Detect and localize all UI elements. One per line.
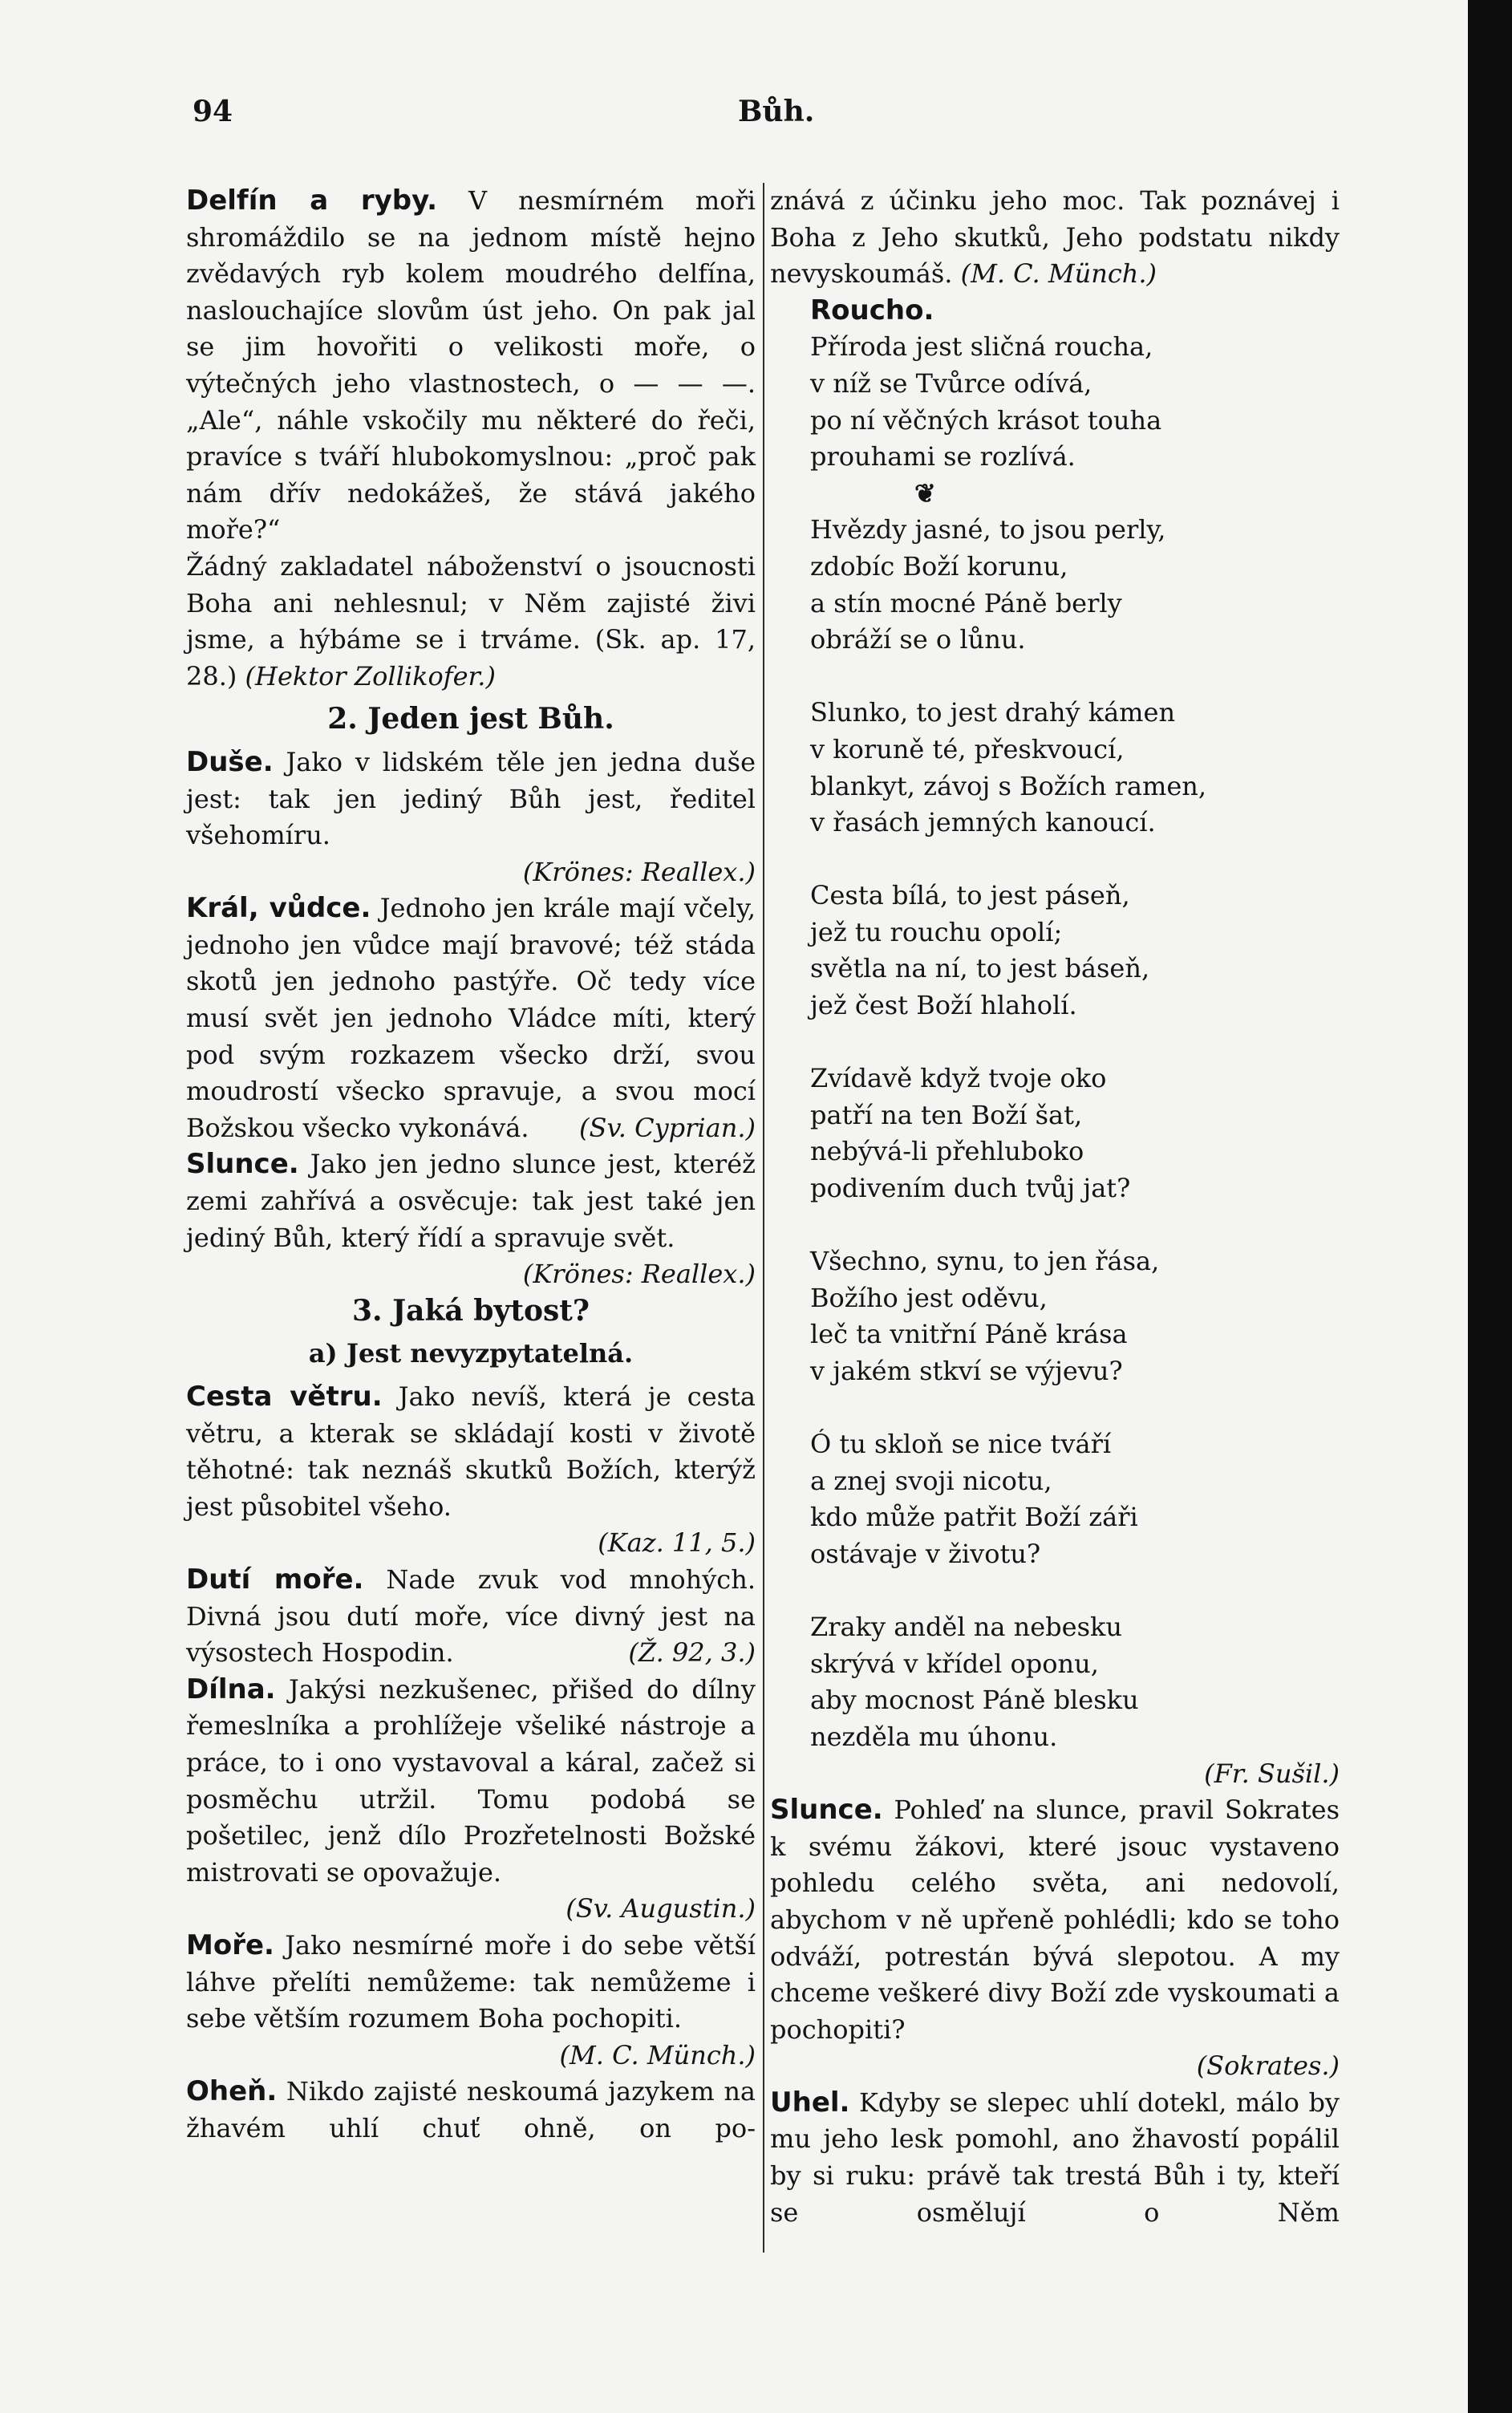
paragraph-text: Pohleď na slunce, pravil Sokrates k svému žákovi, které jsouc vystaveno pohledu celého světa, ani nedovolí, abychom v ně upřeně pohlédli; kdo se toho odváží, potrestán bývá slepotou. A my chceme veškeré divy Boží zde vyskoumati a pochopiti? <box>770 1795 1340 2045</box>
poem-stanza <box>770 695 1340 841</box>
poem-line: obráží se o lůnu. <box>810 624 1026 655</box>
paragraph-dilna <box>186 1672 756 1892</box>
poem-line: v koruně té, přeskvoucí, <box>810 733 1125 764</box>
page-header <box>193 95 1324 135</box>
paragraph-text: Jako v lidském těle jen jedna duše jest: tak jen jediný Bůh jest, ředitel všehomíru. <box>186 746 756 851</box>
scan-dark-edge <box>1468 0 1512 2413</box>
source-ref: (Fr. Sušil.) <box>1204 1758 1340 1789</box>
paragraph-text: Jako nevíš, která je cesta větru, a kterak se skládají kosti v životě těhotné: tak neznáš skutků Božích, kterýž jest působitel všeho. <box>186 1381 756 1522</box>
source-ref: (Krönes: Reallex.) <box>522 856 756 887</box>
source-ref: (Sv. Cyprian.) <box>579 1112 756 1143</box>
paragraph-duti-more <box>186 1562 756 1672</box>
ornament: ❦ <box>914 477 936 509</box>
poem-line: Ó tu skloň se nice tváří <box>810 1429 1112 1460</box>
keyword: Moře. <box>186 1928 274 1961</box>
poem-stanza <box>770 1426 1340 1572</box>
poem-line: patří na ten Boží šat, <box>810 1099 1083 1130</box>
right-column <box>770 183 1340 2268</box>
source-ref: (Hektor Zollikofer.) <box>245 660 496 691</box>
poem-line: leč ta vnitřní Páně krása <box>810 1319 1128 1350</box>
paragraph-text: Jednoho jen krále mají včely, jednoho jen vůdce mají bravové; též stáda skotů jen jednoho pastýře. Oč tedy více musí svět jen jednoho Vládce míti, který pod svým rozkazem všecko drží, svou moudrostí všecko spravuje, a svou mocí Božskou všecko vykonává. <box>186 893 756 1143</box>
paragraph-text: Kdyby se slepec uhlí dotekl, málo by mu jeho lesk pomohl, ano žhavostí popálil by si ruku: právě tak trestá Bůh i ty, kteří se osmělují o Něm <box>770 2087 1340 2228</box>
source-ref: (Sv. Augustin.) <box>565 1893 756 1924</box>
subsection-heading: a) Jest nevyzpytatelná. <box>308 1338 634 1369</box>
keyword: Dutí moře. <box>186 1563 364 1596</box>
paragraph-text: znává z účinku jeho moc. Tak poznávej i Boha z Jeho skutků, Jeho podstatu nikdy nevyskoumáš. <box>770 185 1340 290</box>
poem-line: zdobíc Boží korunu, <box>810 550 1068 582</box>
paragraph-text: Nikdo zajisté neskoumá jazykem na žhavém uhlí chuť ohně, on po- <box>186 2076 756 2143</box>
source-ref: (Kaz. 11, 5.) <box>598 1527 756 1559</box>
column-divider <box>763 183 764 2253</box>
poem-line: blankyt, závoj s Božích ramen, <box>810 770 1207 801</box>
poem-line: Zraky anděl na nebesku <box>810 1612 1123 1643</box>
poem-line: a stín mocné Páně berly <box>810 587 1122 618</box>
source-ref: (Krönes: Reallex.) <box>522 1259 756 1290</box>
keyword: Duše. <box>186 745 274 778</box>
paragraph-text: Jako nesmírné moře i do sebe větší láhve přelíti nemůžeme: tak nemůžeme i sebe větším rozumem Boha pochopiti. <box>186 1929 756 2034</box>
paragraph-kral <box>186 890 756 1146</box>
paragraph-more <box>186 1928 756 2070</box>
poem-stanza <box>770 878 1340 1024</box>
poem-line: v níž se Tvůrce odívá, <box>810 367 1092 399</box>
poem-line: Slunko, to jest drahý kámen <box>810 697 1176 728</box>
running-head: Bůh. <box>738 95 815 128</box>
source-ref: (M. C. Münch.) <box>559 2039 756 2070</box>
keyword: Uhel. <box>770 2086 850 2119</box>
paragraph-uhel <box>770 2085 1340 2268</box>
poem-line: jež čest Boží hlaholí. <box>810 990 1077 1021</box>
keyword: Cesta větru. <box>186 1381 383 1413</box>
section-heading: 2. Jeden jest Bůh. <box>327 702 614 736</box>
page-number: 94 <box>193 95 233 128</box>
paragraph-ohen <box>186 2074 756 2184</box>
poem-stanza <box>770 512 1340 658</box>
poem-line: jež tu rouchu opolí; <box>810 916 1063 947</box>
poem-stanza <box>770 1609 1340 1755</box>
poem-line: a znej svoji nicotu, <box>810 1465 1052 1496</box>
poem-line: v jakém stkví se výjevu? <box>810 1356 1123 1386</box>
poem-line: skrývá v křídel oponu, <box>810 1648 1099 1679</box>
paragraph-text: Žádný zakladatel náboženství o jsoucnosti Boha ani nehlesnul; v Něm zajisté živi jsme, a hýbáme se i trváme. (Sk. ap. 17, 28.) <box>186 550 756 691</box>
paragraph-text: V nesmírném moři shromáždilo se na jednom místě hejno zvědavých ryb kolem moudrého delfína, naslouchajíce slovům úst jeho. On pak jal se jim hovořiti o velikosti moře, o výtečných jeho vlastnostech, o — — —. „Ale“, náhle vskočily mu některé do řeči, pravíce s tváří hlubokomyslnou: „proč pak nám dřív nedokážeš, že stává jakého moře?“ <box>186 185 756 545</box>
poem-line: v řasách jemných kanoucí. <box>810 807 1156 838</box>
poem-line: Božího jest oděvu, <box>810 1282 1048 1313</box>
poem-line: Příroda jest sličná roucha, <box>810 331 1153 363</box>
paragraph-text: Nade zvuk vod mnohých. Divná jsou dutí moře, více divný jest na výsostech Hospodin. <box>186 1563 756 1669</box>
section-heading: 3. Jaká bytost? <box>352 1293 590 1328</box>
keyword: Slunce. <box>186 1148 299 1181</box>
poem-stanza <box>770 1243 1340 1389</box>
poem-stanza <box>770 329 1340 475</box>
paragraph-continuation <box>770 183 1340 293</box>
poem-line: Hvězdy jasné, to jsou perly, <box>810 514 1166 545</box>
keyword: Král, vůdce. <box>186 892 371 925</box>
keyword: Delfín a ryby. <box>186 185 438 217</box>
poem-stanza <box>770 1061 1340 1206</box>
left-column <box>186 183 756 2184</box>
paragraph-cesta-vetru <box>186 1379 756 1525</box>
paragraph-delfin <box>186 183 756 549</box>
source-ref: (M. C. Münch.) <box>960 258 1157 290</box>
poem-line: ostávaje v životu? <box>810 1538 1041 1569</box>
paragraph-text: Jakýsi nezkušenec, přišed do dílny řemeslníka a prohlížeje všeliké nástroje a práce, to i ono vystavoval a káral, začež si posměchu utržil. Tomu podobá se pošetilec, jenž dílo Prozřetelnosti Božské mistrovati se opovažuje. <box>186 1673 756 1888</box>
source-ref: (Sokrates.) <box>1196 2050 1340 2082</box>
poem-line: Cesta bílá, to jest páseň, <box>810 880 1130 911</box>
paragraph-duse <box>186 744 756 854</box>
keyword: Slunce. <box>770 1794 883 1827</box>
paragraph-zakladatel <box>186 549 756 695</box>
paragraph-text: Jako jen jedno slunce jest, kteréž zemi zahřívá a osvěcuje: tak jest také jen jediný Bůh, který řídí a spravuje svět. <box>186 1149 756 1253</box>
keyword: Oheň. <box>186 2075 278 2108</box>
poem-line: prouhami se rozlívá. <box>810 441 1076 472</box>
poem-line: Všechno, synu, to jen řása, <box>810 1246 1160 1277</box>
keyword: Dílna. <box>186 1673 276 1705</box>
poem-line: nebývá-li přehluboko <box>810 1136 1084 1167</box>
poem-line: Zvídavě když tvoje oko <box>810 1063 1107 1094</box>
poem-line: kdo může patřit Boží záři <box>810 1502 1138 1533</box>
poem-title: Roucho. <box>810 294 934 326</box>
poem-line: aby mocnost Páně blesku <box>810 1685 1139 1716</box>
poem-line: světla na ní, to jest báseň, <box>810 953 1150 984</box>
poem-line: podivením duch tvůj jat? <box>810 1173 1131 1204</box>
poem-line: nezděla mu úhonu. <box>810 1721 1058 1752</box>
paragraph-slunce-sokrates <box>770 1792 1340 2048</box>
poem-line: po ní věčných krásot touha <box>810 404 1162 436</box>
source-ref: (Ž. 92, 3.) <box>628 1637 756 1669</box>
paragraph-slunce <box>186 1146 756 1290</box>
